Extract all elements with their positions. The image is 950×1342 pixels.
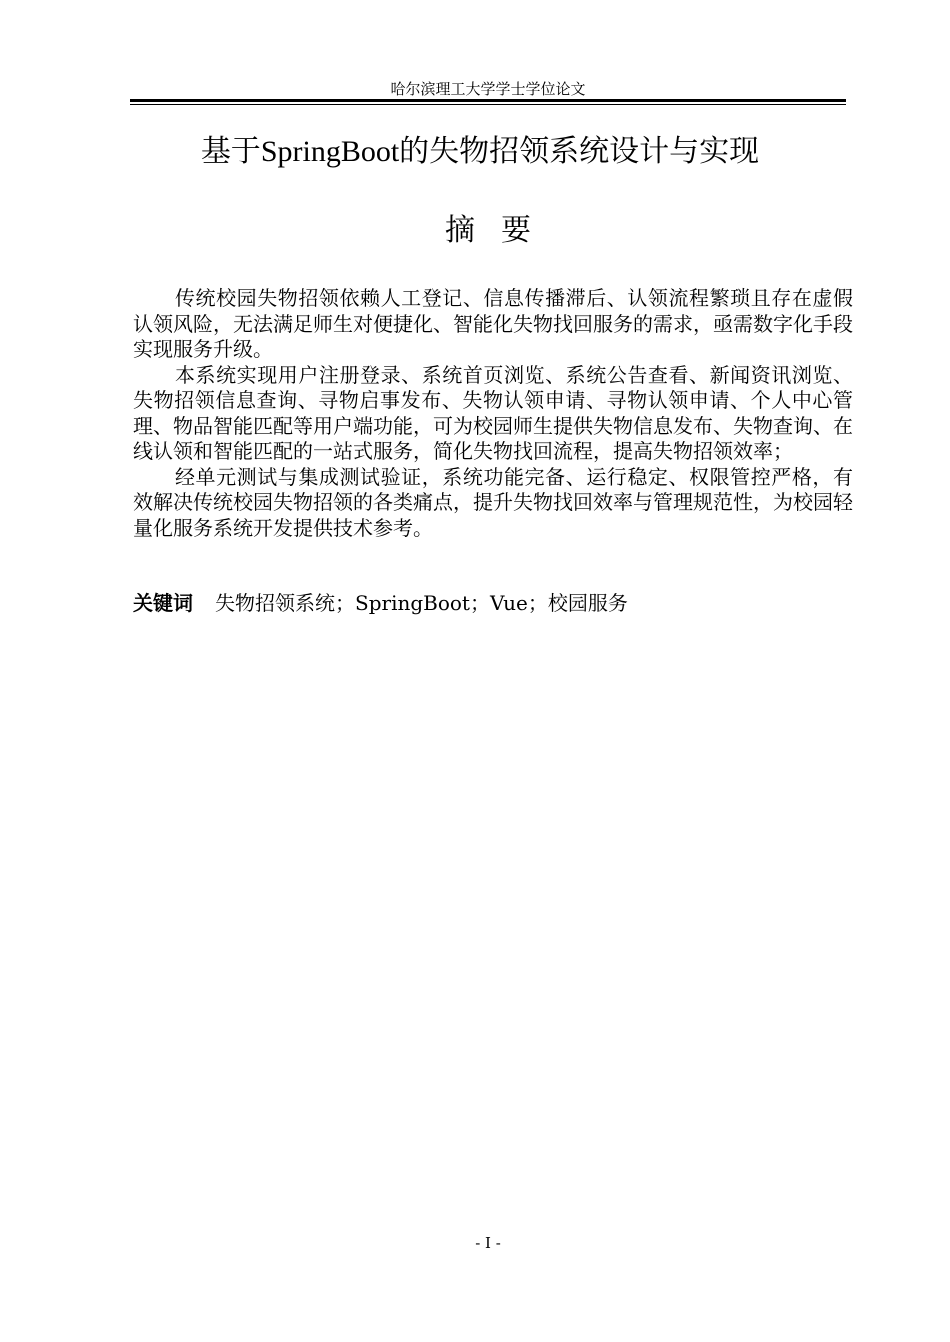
- abstract-paragraph-2: 本系统实现用户注册登录、系统首页浏览、系统公告查看、新闻资讯浏览、失物招领信息查询、寻物启事发布、失物认领申请、寻物认领申请、个人中心管理、物品智能匹配等用户端功能，可为校园师生提供失物信息发布、失物查询、在线认领和智能匹配的一站式服务，简化失物找回流程，提高失物招领效率；: [133, 362, 853, 463]
- title-suffix: 的失物招领系统设计与实现: [399, 134, 760, 169]
- keywords-line: [133, 590, 853, 616]
- abstract-heading: 摘要: [445, 213, 557, 248]
- document-title: [100, 133, 860, 171]
- abstract-body: [133, 286, 853, 541]
- keywords-value: 失物招领系统；SpringBoot；Vue；校园服务: [215, 591, 628, 615]
- title-prefix: 基于: [200, 134, 261, 169]
- title-latin: SpringBoot: [260, 135, 400, 168]
- header-rule-thin: [130, 104, 846, 105]
- running-header: 哈尔滨理工大学学士学位论文: [390, 80, 586, 98]
- abstract-paragraph-3: 经单元测试与集成测试验证，系统功能完备、运行稳定、权限管控严格，有效解决传统校园失物招领的各类痛点，提升失物找回效率与管理规范性，为校园轻量化服务系统开发提供技术参考。: [133, 464, 853, 540]
- keywords-label: 关键词: [133, 591, 193, 615]
- abstract-paragraph-1: 传统校园失物招领依赖人工登记、信息传播滞后、认领流程繁琐且存在虚假认领风险，无法满足师生对便捷化、智能化失物找回服务的需求，亟需数字化手段实现服务升级。: [133, 286, 853, 361]
- page-number: - I -: [475, 1234, 501, 1252]
- header-rule-thick: [130, 99, 846, 102]
